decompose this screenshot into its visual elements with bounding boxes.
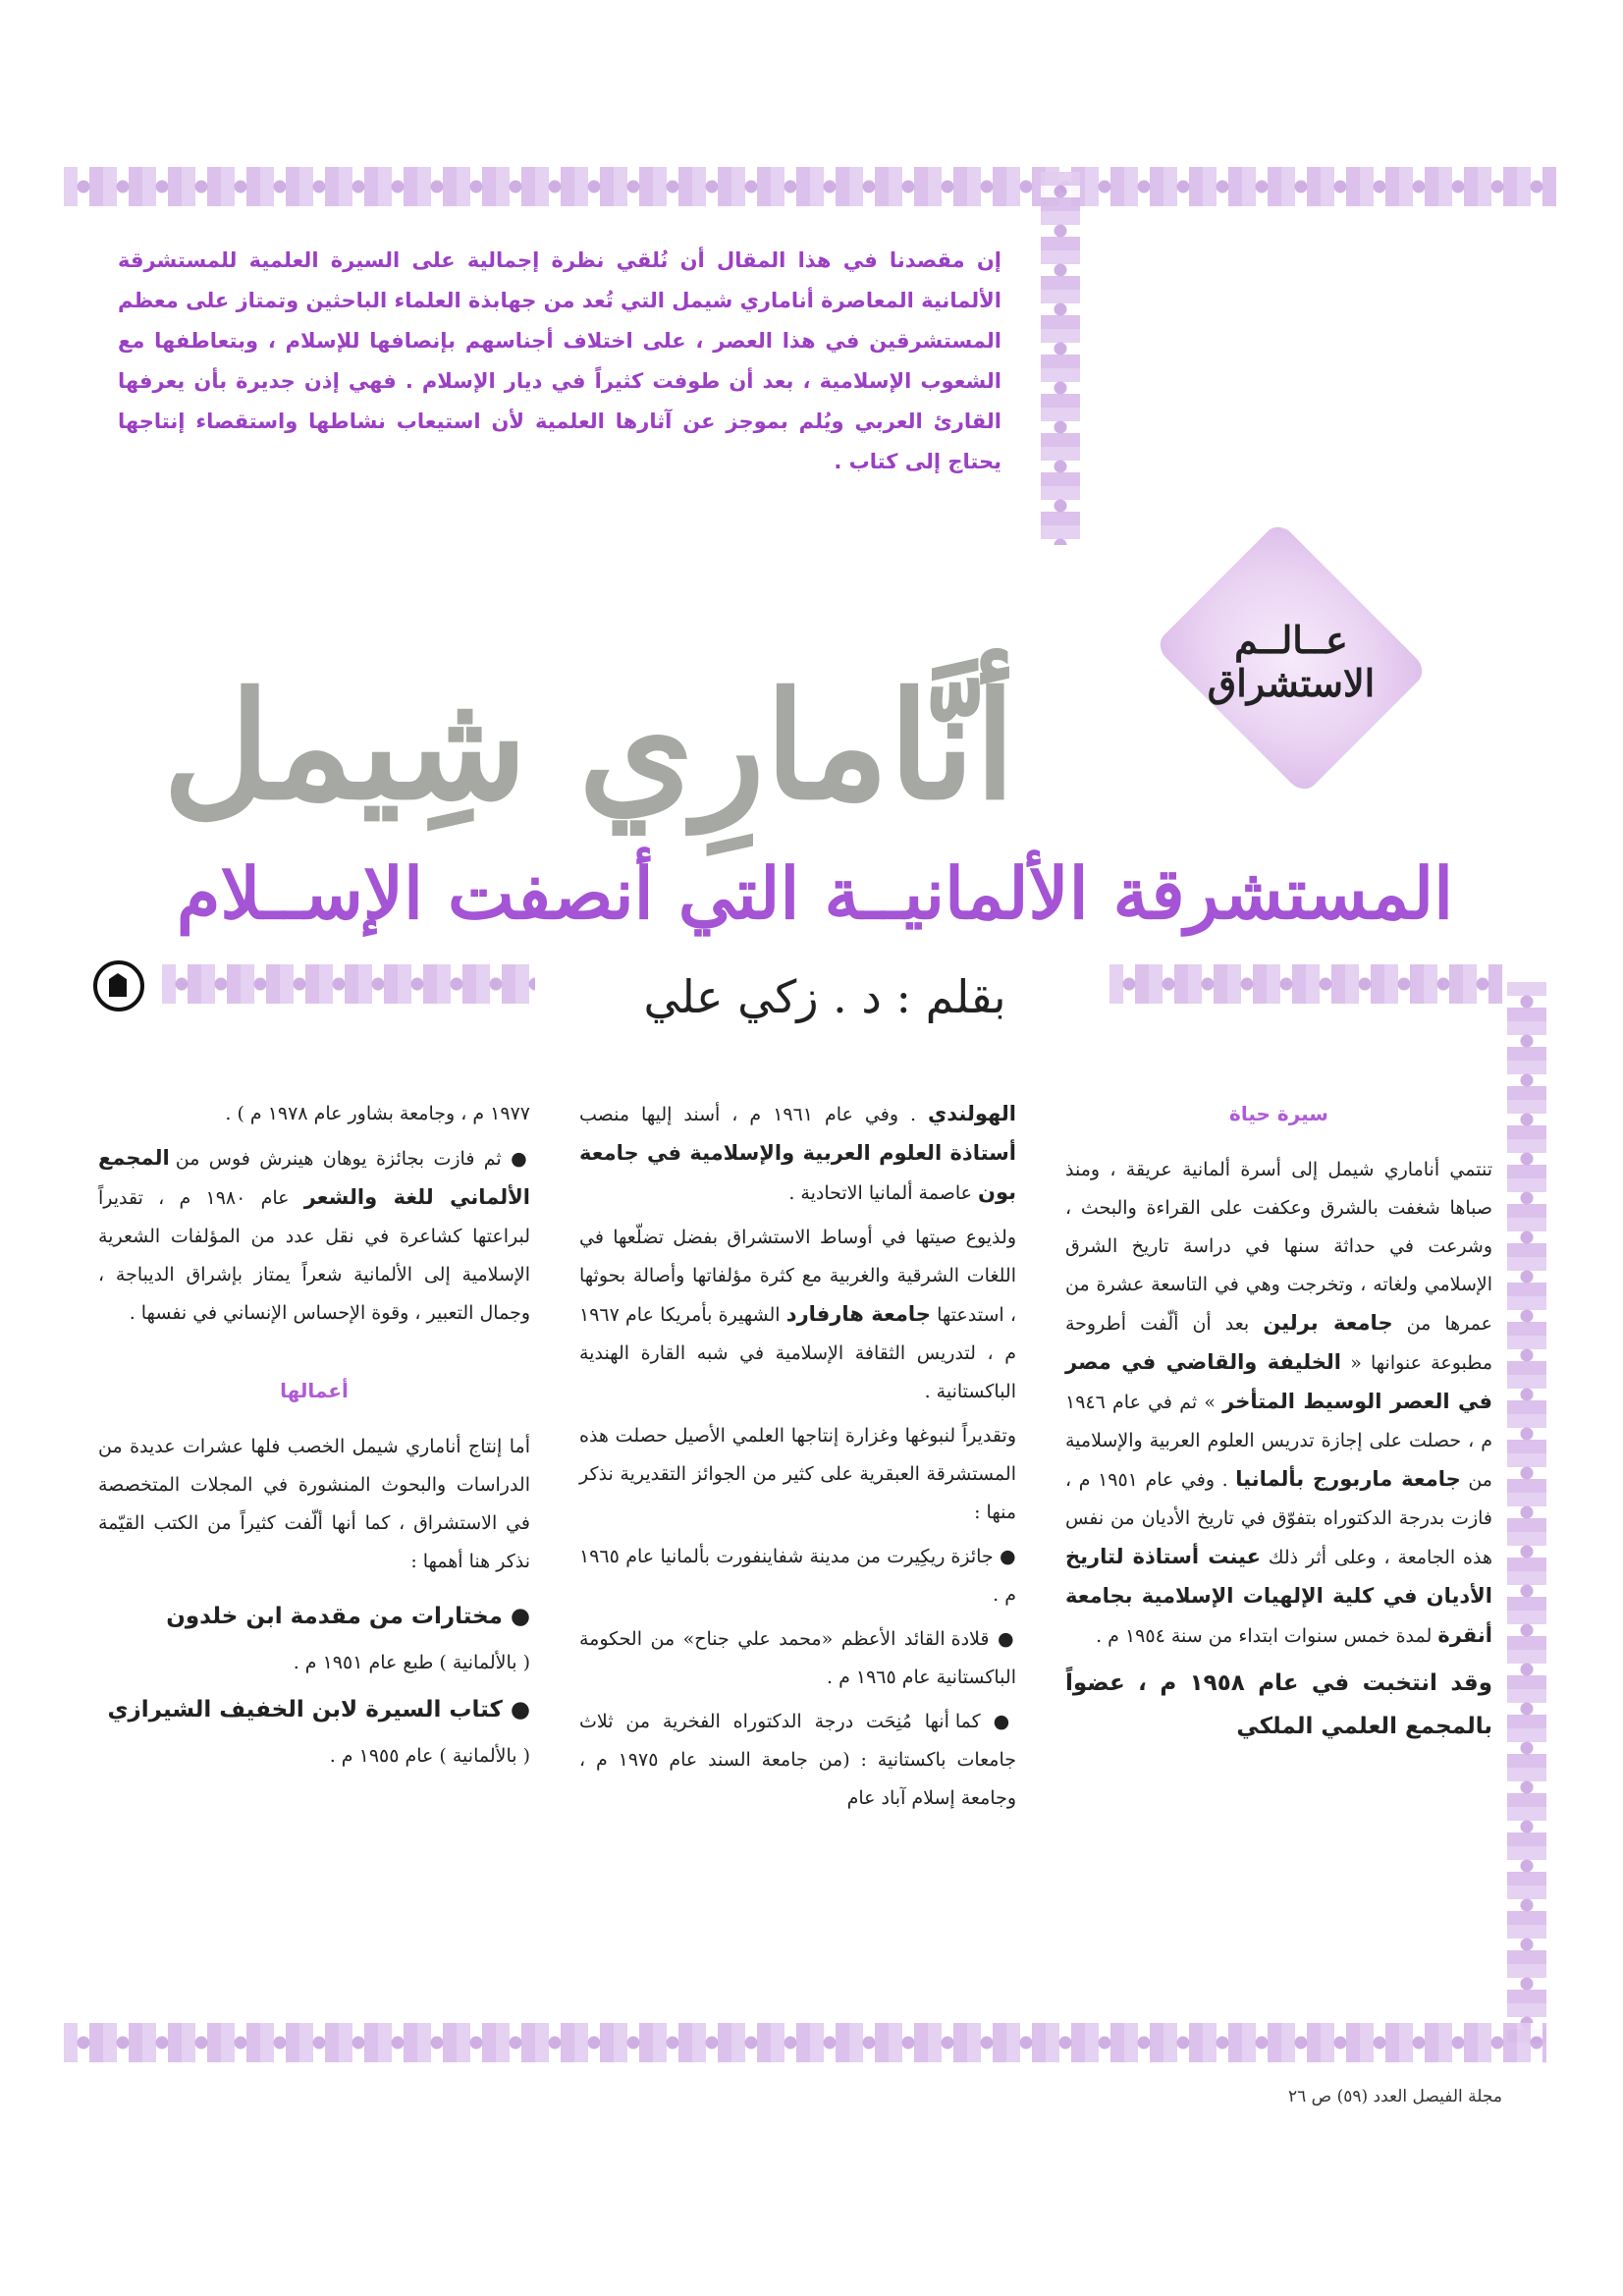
career-text-1: . وفي عام ١٩٦١ م ، أسند إليها منصب [579,1104,917,1125]
award-text-1: ثم فازت بجائزة يوهان هينرش فوس من [175,1148,502,1170]
column-right [1065,1095,1492,1754]
work-detail: ( بالألمانية ) طبع عام ١٩٥١ م . [293,1652,530,1673]
badge-line-1: عــالــم [1234,618,1348,662]
award-bold: المجمع الألماني للغة والشعر [98,1146,530,1209]
section-badge [1114,550,1468,746]
bio-text-1: تنتمي أناماري شيمل إلى أسرة ألمانية عريقة ، ومنذ صباها شغفت بالشرق وعكفت على القراءة والبحث ، وشرعت في حداثة سنها في دراسة تاريخ الشرق الإسلامي ولغاته ، وتخرجت وهي في التاسعة عشرة من عمرها من [1065,1159,1492,1335]
column-middle [579,1095,1016,1824]
harvard-bold: جامعة هارفارد [785,1302,931,1326]
harvard-paragraph [579,1219,1016,1411]
work-title-2: كتاب السيرة لابن الخفيف الشيرازي [107,1697,503,1722]
bio-text-4: . وفي عام ١٩٥١ م ، فازت بدرجة الدكتوراه بتفوّق في تاريخ الأديان من نفس هذه الجامعة ، وعلى أثر ذلك [1065,1469,1492,1568]
awards-continued: ١٩٧٧ م ، وجامعة بشاور عام ١٩٧٨ م ) . [225,1103,530,1124]
intro-paragraph: إن مقصدنا في هذا المقال أن نُلقي نظرة إجمالية على السيرة العلمية للمستشرقة الألمانية المعاصرة أناماري شيمل التي تُعد من جهابذة العلماء الباحثين وتمتاز على معظم المستشرقين في هذا العصر ، على اختلاف أجناسهم بإنصافها للإسلام ، وبتعاطفها مع الشعوب الإسلامية ، بعد أن طوفت كثيراً في ديار الإسلام . فهي إذن جديرة بأن يعرفها القارئ العربي ويُلم بموجز عن آثارها العلمية لأن استيعاب نشاطها واستقصاء إنتاجها يحتاج إلى كتاب . [118,248,1001,473]
bio-bold-2: الخليفة والقاضي في مصر في العصر الوسيط المتأخر [1065,1350,1493,1413]
article-subtitle: المستشرقة الألمانيــة التي أنصفت الإســلام [176,851,1454,935]
article-title: أنَّامارِي شِيمل [162,660,1016,833]
harvard-text-1: ولذيوع صيتها في أوساط الاستشراق بفضل تضلّعها في اللغات الشرقية والغربية مع كثرة مؤلفاتها وأصالة بحوثها ، استدعتها [579,1227,1016,1326]
career-bold-2: أستاذة العلوم العربية والإسلامية في جامعة بون [579,1141,1016,1204]
badge-label [1114,619,1468,705]
article-author: بقلم : د . زكي علي [643,970,1006,1023]
section-heading-works: أعمالها [280,1379,349,1402]
work-detail: ( بالألمانية ) عام ١٩٥٥ م . [329,1745,530,1767]
award-item: ● قلادة القائد الأعظم «محمد علي جناح» من الحكومة الباكستانية عام ١٩٦٥ م . [579,1620,1016,1697]
bio-text-3: » ثم في عام ١٩٤٦ م ، حصلت على إجازة تدريس العلوم العربية والإسلامية من [1065,1392,1492,1491]
award-item [98,1139,530,1333]
bio-bold-1: جامعة برلين [1263,1311,1393,1335]
career-bold-1: الهولندي [928,1102,1016,1125]
awards-intro: وتقديراً لنبوغها وغزارة إنتاجها العلمي الأصيل حصلت هذه المستشرقة العبقرية على كثير من الجوائز التقديرية نذكر منها : [579,1425,1016,1523]
work-item [98,1595,530,1638]
author-right-ornament [1109,964,1502,1004]
bottom-ornament-border [64,2023,1546,2062]
intro-right-ornament [1041,172,1080,545]
career-paragraph [579,1095,1016,1213]
section-heading-biography: سيرة حياة [1229,1102,1328,1125]
harvard-text-2: الشهيرة بأمريكا عام ١٩٦٧ م ، لتدريس الثقافة الإسلامية في شبه القارة الهندية الباكستانية . [579,1304,1016,1402]
badge-line-2: الاستشراق [1207,661,1376,705]
bio-paragraph [1065,1151,1492,1656]
bio-text-2: بعد أن ألّفت أطروحة مطبوعة عنوانها « [1065,1313,1493,1374]
top-ornament-border [64,167,1556,206]
works-intro: أما إنتاج أناماري شيمل الخصب فلها عشرات عديدة من الدراسات والبحوث المنشورة في المجلات المتخصصة في الاستشراق ، كما أنها ألّفت كثيراً من الكتب القيّمة نذكر هنا أهمها : [98,1436,530,1572]
bio-paragraph-election: وقد انتخبت في عام ١٩٥٨ م ، عضواً بالمجمع العلمي الملكي [1065,1670,1493,1739]
award-item: ● كما أنها مُنِحَت درجة الدكتوراه الفخرية من ثلاث جامعات باكستانية : (من جامعة السند عام ١٩٧٥ م ، وجامعة إسلام آباد عام [579,1703,1016,1818]
work-title-1: مختارات من مقدمة ابن خلدون [166,1604,503,1629]
section-marker-icon [93,960,144,1011]
column-left [98,1095,530,1781]
award-text-2: عام ١٩٨٠ م ، تقديراً لبراعتها كشاعرة في نقل عدد من المؤلفات الشعرية الإسلامية إلى الألمانية شعراً يمتاز بإشراق الديباجة ، وجمال التعبير ، وقوة الإحساس الإنساني في نفسها . [98,1187,530,1324]
page-footer: مجلة الفيصل العدد (٥٩) ص ٢٦ [1287,2087,1502,2106]
author-left-ornament [162,964,535,1004]
bio-bold-3: جامعة ماربورج بألمانيا [1235,1467,1461,1491]
right-side-ornament [1507,982,1546,2043]
work-item [98,1688,530,1731]
bio-text-5: لمدة خمس سنوات ابتداء من سنة ١٩٥٤ م . [1096,1625,1433,1647]
career-text-2: عاصمة ألمانيا الاتحادية . [788,1182,972,1204]
award-item: ● جائزة ريكِيرت من مدينة شفاينفورت بألمانيا عام ١٩٦٥ م . [579,1538,1016,1614]
bio-bold-4: عينت أستاذة لتاريخ الأديان في كلية الإلهيات الإسلامية بجامعة أنقرة [1065,1545,1492,1647]
